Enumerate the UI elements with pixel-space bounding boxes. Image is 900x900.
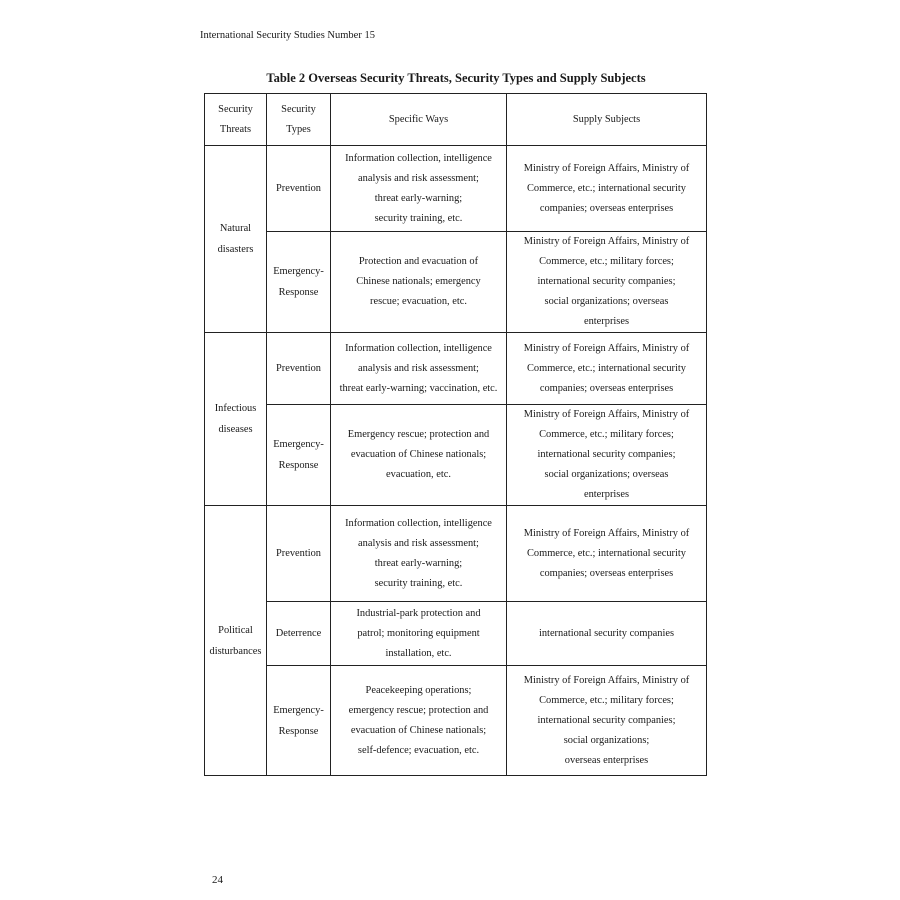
table-row (205, 146, 707, 232)
ways-cell: Information collection, intelligence analysis and risk assessment; threat early-warning; vaccination, etc. (331, 333, 507, 405)
threats-table (204, 93, 707, 776)
supply-cell: Ministry of Foreign Affairs, Ministry of Commerce, etc.; international security companies; overseas enterprises (507, 506, 707, 602)
table-row (205, 666, 707, 776)
table-header-row (205, 94, 707, 146)
supply-cell: Ministry of Foreign Affairs, Ministry of Commerce, etc.; military forces; international security companies; social organizations; overseas enterprises (507, 232, 707, 333)
ways-cell: Protection and evacuation of Chinese nationals; emergency rescue; evacuation, etc. (331, 232, 507, 333)
table-row (205, 602, 707, 666)
ways-cell: Peacekeeping operations; emergency rescue; protection and evacuation of Chinese nationals; self-defence; evacuation, etc. (331, 666, 507, 776)
supply-cell: international security companies (507, 602, 707, 666)
ways-cell: Information collection, intelligence analysis and risk assessment; threat early-warning; security training, etc. (331, 146, 507, 232)
column-header-security-threats: Security Threats (205, 94, 267, 146)
threat-cell-infectious-diseases: Infectious diseases (205, 333, 267, 506)
type-cell: Prevention (267, 506, 331, 602)
type-cell: Emergency- Response (267, 405, 331, 506)
supply-cell: Ministry of Foreign Affairs, Ministry of Commerce, etc.; military forces; international security companies; social organizations; overseas enterprises (507, 666, 707, 776)
type-cell: Prevention (267, 333, 331, 405)
supply-cell: Ministry of Foreign Affairs, Ministry of Commerce, etc.; military forces; international security companies; social organizations; overseas enterprises (507, 405, 707, 506)
type-cell: Emergency- Response (267, 232, 331, 333)
column-header-specific-ways: Specific Ways (331, 94, 507, 146)
page-number: 24 (212, 874, 223, 886)
type-cell: Prevention (267, 146, 331, 232)
table-title: Table 2 Overseas Security Threats, Security Types and Supply Subjects (266, 71, 646, 85)
running-head: International Security Studies Number 15 (200, 30, 375, 41)
threat-cell-natural-disasters: Natural disasters (205, 146, 267, 333)
ways-cell: Emergency rescue; protection and evacuation of Chinese nationals; evacuation, etc. (331, 405, 507, 506)
column-header-supply-subjects: Supply Subjects (507, 94, 707, 146)
threat-cell-political-disturbances: Political disturbances (205, 506, 267, 776)
type-cell: Deterrence (267, 602, 331, 666)
ways-cell: Industrial-park protection and patrol; monitoring equipment installation, etc. (331, 602, 507, 666)
ways-cell: Information collection, intelligence analysis and risk assessment; threat early-warning; security training, etc. (331, 506, 507, 602)
table-row (205, 506, 707, 602)
table-row (205, 232, 707, 333)
supply-cell: Ministry of Foreign Affairs, Ministry of Commerce, etc.; international security companies; overseas enterprises (507, 146, 707, 232)
column-header-security-types: Security Types (267, 94, 331, 146)
type-cell: Emergency- Response (267, 666, 331, 776)
supply-cell: Ministry of Foreign Affairs, Ministry of Commerce, etc.; international security companies; overseas enterprises (507, 333, 707, 405)
table-row (205, 333, 707, 405)
table-row (205, 405, 707, 506)
